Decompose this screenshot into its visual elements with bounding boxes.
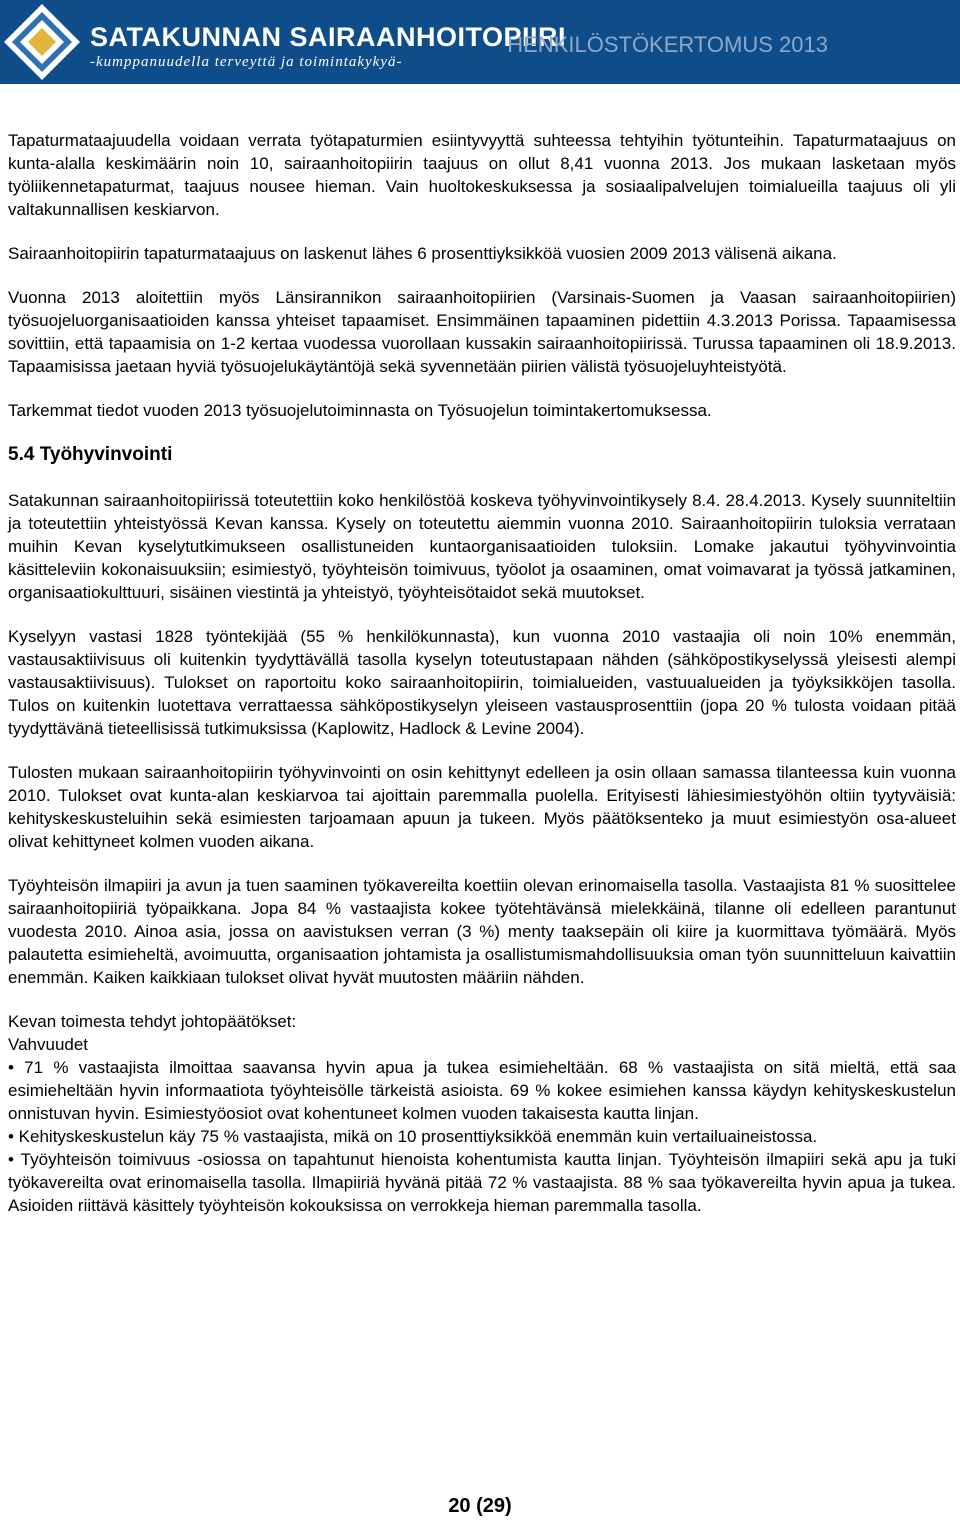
paragraph-frequency-trend: Sairaanhoitopiirin tapaturmataajuus on laskenut lähes 6 prosenttiyksikköä vuosien 2009 2013 välisenä aikana. bbox=[8, 244, 837, 263]
report-title: HENKILÖSTÖKERTOMUS 2013 bbox=[507, 32, 828, 57]
paragraph-work-climate: Työyhteisön ilmapiiri ja avun ja tuen saaminen työkavereilta koettiin olevan erinomaisella tasolla. Vastaajista 81 % suosittelee sairaanhoitopiiriä työpaikkana. Jopa 84 % vastaajista kokee työtehtävänsä mielekkäinä, tilanne oli edelleen parantunut vuodesta 2010. Ainoa asia, jossa on aavistuksen verran (3 %) menty taaksepäin oli kiire ja kuormittava työmäärä. Myös palautetta esimieheltä, avoimuutta, organisaation johtamista ja osallistumismahdollisuuksia oman työn suunnitteluun kaivattiin enemmän. Kaiken kaikkiaan tulokset olivat hyvät muutosten määriin nähden. bbox=[8, 876, 956, 987]
paragraph-regional-meetings: Vuonna 2013 aloitettiin myös Länsirannikon sairaanhoitopiirien (Varsinais-Suomen ja Vaasan sairaanhoitopiirien) työsuojeluorganisaatioiden kanssa yhteiset tapaamiset. Ensimmäinen tapaaminen pidettiin 4.3.2013 Porissa. Tapaamisessa sovittiin, että tapaamisia on 1-2 kertaa vuodessa vuorollaan kussakin sairaanhoitopiirissä. Turussa tapaaminen oli 18.9.2013. Tapaamisissa jaetaan hyviä työsuojelukäytäntöjä sekä syvennetään piirien välistä työsuojeluyhteistyötä. bbox=[8, 288, 956, 376]
conclusions-title: Kevan toimesta tehdyt johtopäätökset: bbox=[8, 1012, 297, 1031]
list-item: • 71 % vastaajista ilmoittaa saavansa hyvin apua ja tukea esimieheltään. 68 % vastaajista on sitä mieltä, että saa esimieheltään hyvin informaatiota työyhteisölle tärkeistä asioista. 69 % kokee esimiehen kanssa käydyn kehityskeskustelun onnistuvan hyvin. Esimiestyöosiot ovat kohentuneet kolmen vuoden takaisesta kautta linjan. bbox=[8, 1058, 956, 1123]
paragraph-response-rate: Kyselyyn vastasi 1828 työntekijää (55 % henkilökunnasta), kun vuonna 2010 vastaajia oli noin 10% enemmän, vastausaktiivisuus oli kuitenkin tyydyttävällä tasolla kyselyn toteutustapaan nähden (sähköpostikyselyssä yleisesti alempi vastausaktiivisuus). Tulokset on raportoitu koko sairaanhoitopiirin, toimialueiden, vastuualueiden ja työyksikköjen tasolla. Tulos on kuitenkin luotettava verrattaessa sähköpostikyselyn yleiseen vastausprosenttiin (jopa 20 % tulosta voidaan pitää tyydyttävänä tieteellisissä tutkimuksissa (Kaplowitz, Hadlock & Levine 2004). bbox=[8, 627, 956, 738]
paragraph-results-summary: Tulosten mukaan sairaanhoitopiirin työhyvinvointi on osin kehittynyt edelleen ja osin ollaan samassa tilanteessa kuin vuonna 2010. Tulokset ovat kunta-alan keskiarvoa tai ajoittain paremmalla puolella. Erityisesti lähiesimiestyöhön oltiin tyytyväisiä: kehityskeskusteluihin sekä esimiesten tarjoamaan apuun ja tukeen. Myös päätöksenteko ja muut esimiestyön osa-alueet olivat kehittyneet kolmen vuoden aikana. bbox=[8, 763, 956, 851]
list-item: • Työyhteisön toimivuus -osiossa on tapahtunut hienoista kohentumista kautta linjan. Työyhteisön ilmapiiri sekä apu ja tuki työkavereilta ovat erinomaisella tasolla. Ilmapiiriä hyvänä pitää 72 % vastaajista. 88 % saa työkavereilta hyvin apua ja tukea. Asioiden riittävä käsittely työyhteisön kokouksissa on verrokkeja hieman paremmalla tasolla. bbox=[8, 1150, 956, 1215]
paragraph-accident-frequency: Tapaturmataajuudella voidaan verrata työtapaturmien esiintyvyyttä suhteessa tehtyihin työtunteihin. Tapaturmataajuus on kunta-alalla keskimäärin noin 10, sairaanhoitopiirin taajuus on ollut 8,41 vuonna 2013. Jos mukaan lasketaan myös työliikennetapaturmat, taajuus nousee hieman. Vain huoltokeskuksessa ja sosiaalipalvelujen toimialueilla taajuus oli yli valtakunnallisen keskiarvon. bbox=[8, 131, 956, 219]
page-number: 20 (29) bbox=[448, 1495, 512, 1517]
page-header bbox=[0, 0, 960, 84]
organization-logo-icon bbox=[0, 0, 84, 84]
organization-slogan: -kumppanuudella terveyttä ja toimintakykyä- bbox=[90, 54, 403, 70]
list-item: • Kehityskeskustelun käy 75 % vastaajista, mikä on 10 prosenttiyksikköä enemmän kuin vertailuaineistossa. bbox=[8, 1127, 818, 1146]
paragraph-more-info: Tarkemmat tiedot vuoden 2013 työsuojelutoiminnasta on Työsuojelun toimintakertomuksessa. bbox=[8, 401, 712, 420]
document-body bbox=[8, 129, 956, 1217]
organization-name: SATAKUNNAN SAIRAANHOITOPIIRI bbox=[90, 22, 567, 52]
section-heading: 5.4 Työhyvinvointi bbox=[8, 444, 173, 465]
strengths-title: Vahvuudet bbox=[8, 1035, 89, 1054]
paragraph-survey-intro: Satakunnan sairaanhoitopiirissä toteutettiin koko henkilöstöä koskeva työhyvinvointikysely 8.4. 28.4.2013. Kysely suunniteltiin ja toteutettiin yhteistyössä Kevan kanssa. Kysely on toteutettu aiemmin vuonna 2010. Sairaanhoitopiirin tuloksia verrataan muihin Kevan kyselytutkimukseen osallistuneiden kuntaorganisaatioiden tuloksiin. Lomake jakautui työhyvinvointia käsitteleviin kokonaisuuksiin; esimiestyö, työyhteisön toimivuus, työolot ja osaaminen, omat voimavarat ja työssä jatkaminen, organisaatiokulttuuri, sisäinen viestintä ja yhteistyö, työyhteisötaidot sekä muutokset. bbox=[8, 491, 956, 602]
